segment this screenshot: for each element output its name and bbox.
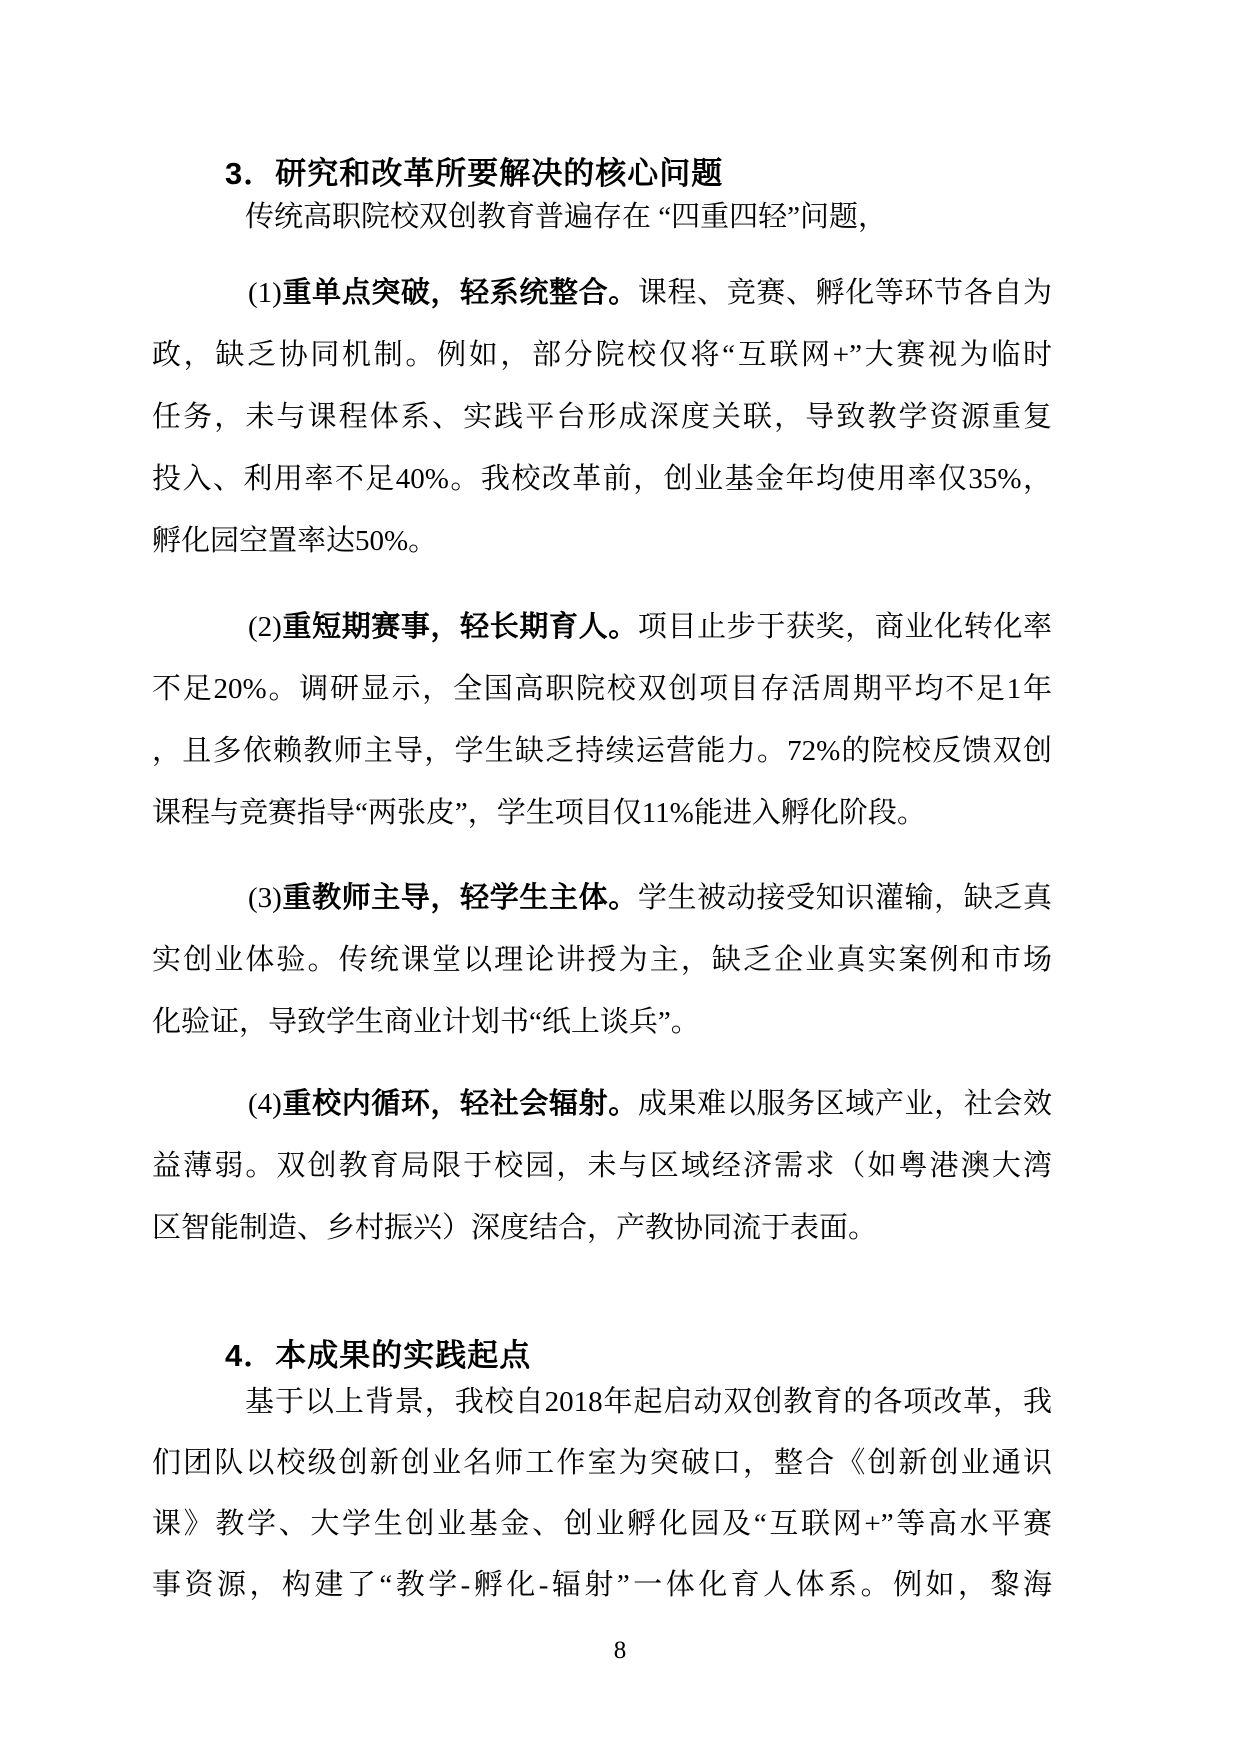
text-line: 们团队以校级创新创业名师工作室为突破口，整合《创新创业通识 xyxy=(152,1447,1052,1479)
bold-lead: 重教师主导，轻学生主体。 xyxy=(281,882,638,914)
text-line: 孵化园空置率达50%。 xyxy=(152,525,438,557)
text-line: 不足20%。调研显示，全国高职院校双创项目存活周期平均不足1年 xyxy=(152,673,1052,705)
bold-lead: 重单点突破，轻系统整合。 xyxy=(281,277,638,309)
paragraph-1 xyxy=(152,262,1052,572)
text-line: 实创业体验。传统课堂以理论讲授为主，缺乏企业真实案例和市场 xyxy=(152,944,1052,976)
line-text: 成果难以服务区域产业，社会效 xyxy=(637,1088,1052,1120)
text-line: 益薄弱。双创教育局限于校园，未与区域经济需求（如粤港澳大湾 xyxy=(152,1150,1052,1182)
item-number: (2) xyxy=(248,611,282,643)
text-line: 基于以上背景，我校自2018年起启动双创教育的各项改革，我 xyxy=(245,1386,1052,1418)
text-line: ，且多依赖教师主导，学生缺乏持续运营能力。72%的院校反馈双创 xyxy=(152,735,1052,767)
line-text: 学生被动接受知识灌输，缺乏真 xyxy=(637,882,1052,914)
text-line xyxy=(152,867,1052,929)
item-number: (3) xyxy=(248,882,282,914)
bold-lead: 重短期赛事，轻长期育人。 xyxy=(281,611,638,643)
text-line: 区智能制造、乡村振兴）深度结合，产教协同流于表面。 xyxy=(152,1212,878,1244)
text-line xyxy=(152,596,1052,658)
paragraph-3 xyxy=(152,867,1052,1053)
text-line: 投入、利用率不足40%。我校改革前，创业基金年均使用率仅35%， xyxy=(152,463,1052,495)
item-number: (4) xyxy=(248,1088,282,1120)
line-text: 项目止步于获奖，商业化转化率 xyxy=(637,611,1052,643)
section-4-heading: 4．本成果的实践起点 xyxy=(225,1338,532,1373)
text-line: 事资源，构建了“教学-孵化-辐射”一体化育人体系。例如，黎海 xyxy=(152,1569,1052,1601)
text-line: 政，缺乏协同机制。例如，部分院校仅将“互联网+”大赛视为临时 xyxy=(152,339,1052,371)
text-line: 任务，未与课程体系、实践平台形成深度关联，导致教学资源重复 xyxy=(152,401,1052,433)
text-line xyxy=(152,1073,1052,1135)
paragraph-2 xyxy=(152,596,1052,844)
bold-lead: 重校内循环，轻社会辐射。 xyxy=(281,1088,638,1120)
line-text: 课程、竞赛、孵化等环节各自为 xyxy=(637,277,1052,309)
paragraph-5 xyxy=(152,1372,1052,1616)
text-line xyxy=(152,262,1052,324)
section-3-heading: 3．研究和改革所要解决的核心问题 xyxy=(225,156,724,191)
section-3-intro-line: 传统高职院校双创教育普遍存在 “四重四轻”问题， xyxy=(245,201,887,233)
text-line: 课》教学、大学生创业基金、创业孵化园及“互联网+”等高水平赛 xyxy=(152,1508,1052,1540)
paragraph-4 xyxy=(152,1073,1052,1259)
text-line: 化验证，导致学生商业计划书“纸上谈兵”。 xyxy=(152,1006,700,1038)
page-number: 8 xyxy=(613,1637,627,1664)
text-line: 课程与竞赛指导“两张皮”，学生项目仅11%能进入孵化阶段。 xyxy=(152,797,926,829)
item-number: (1) xyxy=(248,277,282,309)
